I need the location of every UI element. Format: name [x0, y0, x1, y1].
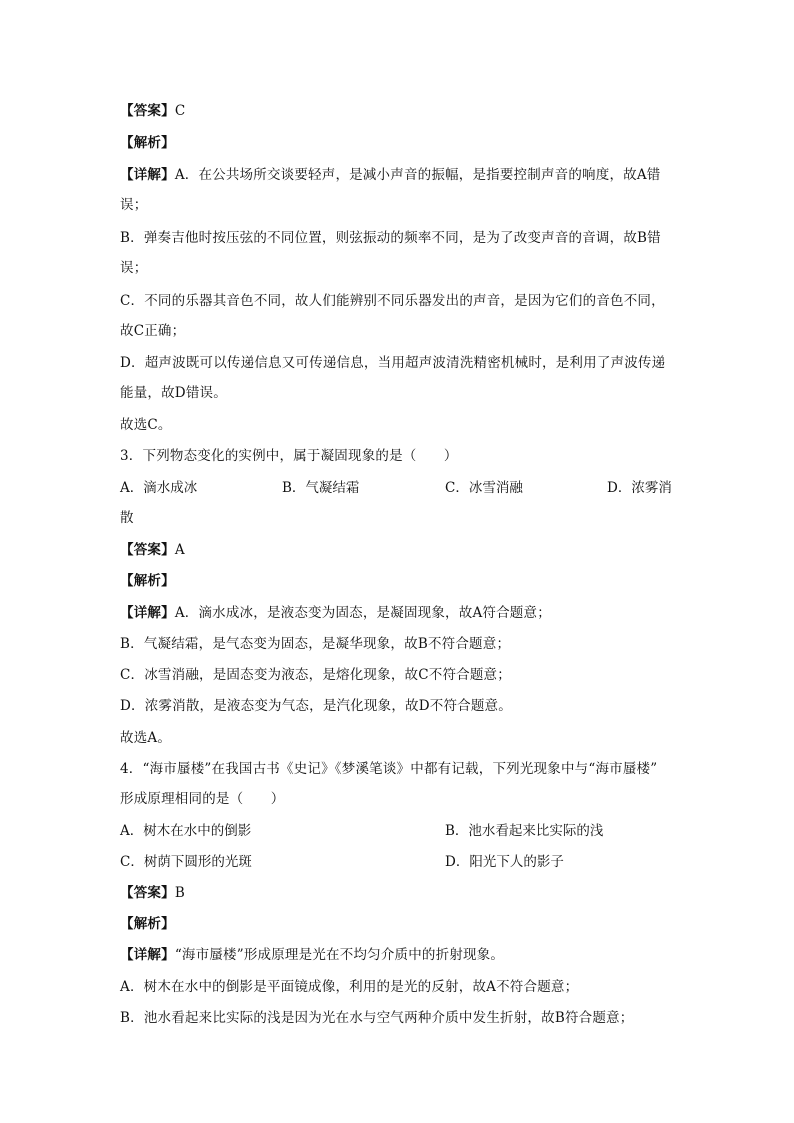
q4-detail-text: “海市蜃楼”形成原理是光在不均匀介质中的折射现象。: [174, 947, 505, 963]
q4-option-b: B．池水看起来比实际的浅: [445, 823, 604, 839]
q2-line-a1-text: A．在公共场所交谈要轻声，是减小声音的振幅，是指要控制声音的响度，故A错: [174, 167, 661, 183]
q3-line-c: C．冰雪消融，是固态变为液态，是熔化现象，故C不符合题意；: [120, 667, 511, 683]
q4-option-c: C．树荫下圆形的光斑: [120, 854, 252, 870]
q3-option-d: D．浓雾消: [607, 480, 672, 496]
q2-line-b2: 误；: [120, 260, 148, 276]
q3-answer-line: [120, 541, 185, 559]
q4-stem-1: 4．“海市蜃楼”在我国古书《史记》《梦溪笔谈》中都有记载，下列光现象中与“海市蜃楼”: [120, 761, 658, 777]
q3-line-d: D．浓雾消散，是液态变为气态，是汽化现象，故D不符合题意。: [120, 698, 512, 714]
q4-line-a: A．树木在水中的倒影是平面镜成像，利用的是光的反射，故A不符合题意；: [120, 979, 579, 995]
q2-detail-line-a1: [120, 166, 661, 184]
q2-answer-label: 【答案】: [120, 103, 175, 119]
q2-answer-line: [120, 102, 185, 120]
q4-answer-line: [120, 884, 185, 902]
q2-line-a2: 误；: [120, 197, 148, 213]
q2-line-d1: D．超声波既可以传递信息又可传递信息，当用超声波清洗精密机械时，是利用了声波传递: [120, 355, 666, 371]
q3-option-b: B．气凝结霜: [282, 480, 360, 496]
q2-line-c2: 故C正确；: [120, 323, 186, 339]
q3-line-b: B．气凝结霜，是气态变为固态，是凝华现象，故B不符合题意；: [120, 636, 511, 652]
q3-answer-label: 【答案】: [120, 542, 175, 558]
q3-option-d-wrap: 散: [120, 510, 134, 526]
q2-answer-value: C: [174, 103, 186, 119]
q3-stem: 3．下列物态变化的实例中，属于凝固现象的是（ ）: [120, 448, 458, 464]
q2-line-c1: C．不同的乐器其音色不同，故人们能辨别不同乐器发出的声音，是因为它们的音色不同，: [120, 293, 665, 309]
q2-analysis-label: 【解析】: [120, 135, 175, 151]
q4-answer-label: 【答案】: [120, 885, 175, 901]
q2-line-d2: 能量，故D错误。: [120, 385, 227, 401]
q3-line-a-text: A．滴水成冰，是液态变为固态，是凝固现象，故A符合题意；: [174, 605, 551, 621]
q3-analysis-label: 【解析】: [120, 573, 175, 589]
q4-detail-label: 【详解】: [120, 947, 175, 963]
q3-option-c: C．冰雪消融: [445, 480, 523, 496]
q4-option-d: D．阳光下人的影子: [445, 854, 564, 870]
q2-detail-label: 【详解】: [120, 167, 175, 183]
q4-detail-line: [120, 946, 504, 964]
q3-option-a: A．滴水成冰: [120, 480, 198, 496]
q4-line-b: B．池水看起来比实际的浅是因为光在水与空气两种介质中发生折射，故B符合题意；: [120, 1010, 634, 1026]
q3-detail-line-a: [120, 604, 551, 622]
q4-stem-2: 形成原理相同的是（ ）: [120, 791, 285, 807]
q4-analysis-label: 【解析】: [120, 916, 175, 932]
q3-choice: 故选A。: [120, 730, 172, 746]
q2-choice: 故选C。: [120, 417, 172, 433]
q3-answer-value: A: [174, 542, 185, 558]
q3-detail-label: 【详解】: [120, 605, 175, 621]
q2-line-b1: B．弹奏吉他时按压弦的不同位置，则弦振动的频率不同，是为了改变声音的音调，故B错: [120, 230, 661, 246]
q4-option-a: A．树木在水中的倒影: [120, 823, 252, 839]
q4-answer-value: B: [174, 885, 185, 901]
